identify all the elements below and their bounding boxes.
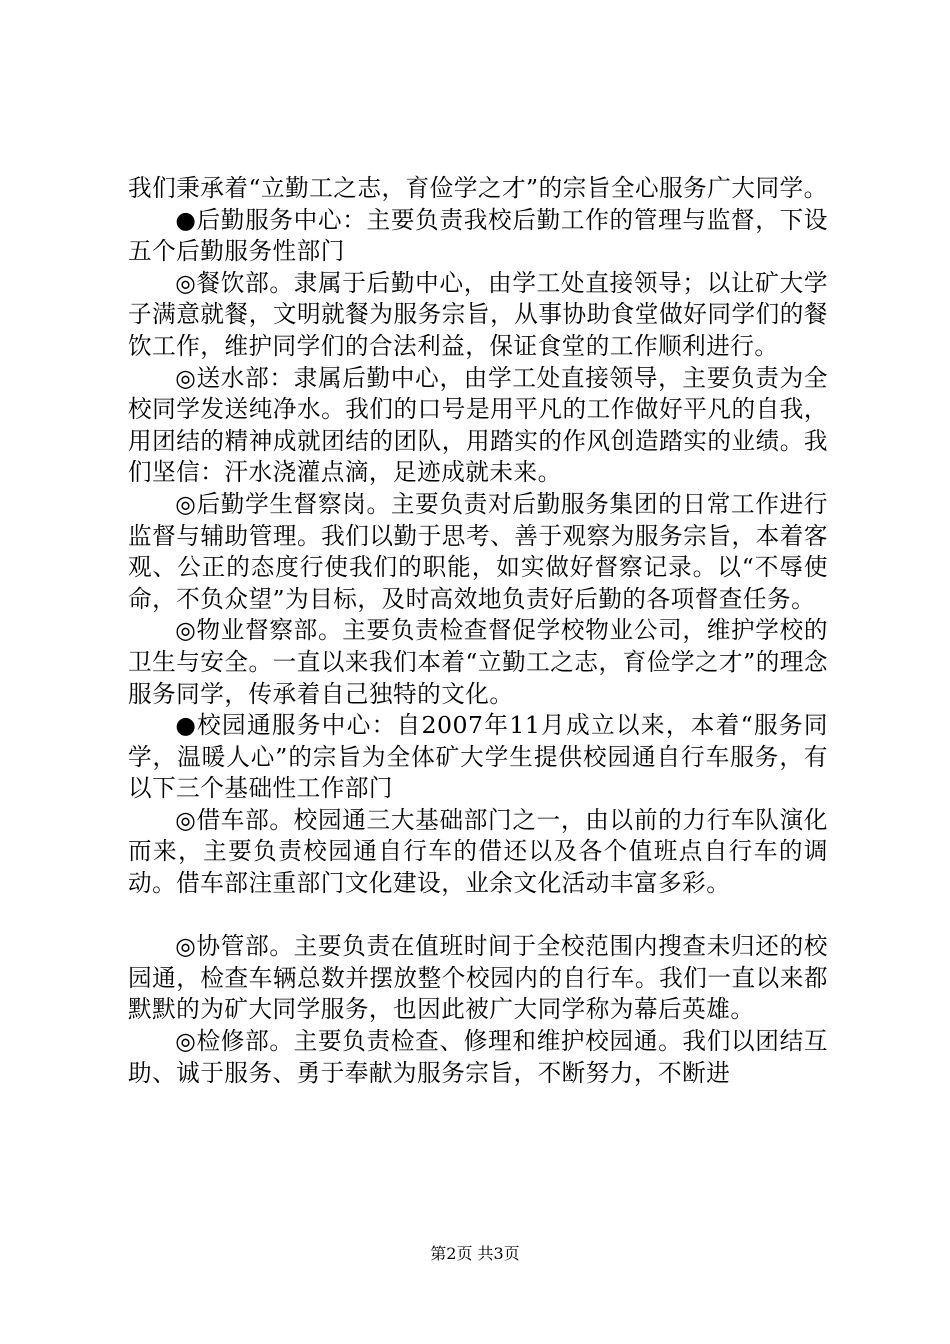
paragraph-intro-continued: 我们秉承着“立勤工之志，育俭学之才”的宗旨全心服务广大同学。	[128, 174, 828, 202]
paragraph-logistics-center: ●后勤服务中心：主要负责我校后勤工作的管理与监督，下设五个后勤服务性部门	[128, 205, 828, 266]
paragraph-catering-dept: ◎餐饮部。隶属于后勤中心，由学工处直接领导；以让矿大学子满意就餐，文明就餐为服务宗旨，从事协助食堂做好同学们的餐饮工作，维护同学们的合法利益，保证食堂的工作顺利进行。	[128, 268, 828, 360]
paragraph-campus-bike-center: ●校园通服务中心：自2007年11月成立以来，本着“服务同学，温暖人心”的宗旨为全体矿大学生提供校园通自行车服务，有以下三个基础性工作部门	[128, 711, 828, 803]
paragraph-student-inspection-post: ◎后勤学生督察岗。主要负责对后勤服务集团的日常工作进行监督与辅助管理。我们以勤于思考、善于观察为服务宗旨，本着客观、公正的态度行使我们的职能，如实做好督察记录。以“不辱使命，不负众望”为目标，及时高效地负责好后勤的各项督查任务。	[128, 489, 828, 613]
paragraph-repair-dept: ◎检修部。主要负责检查、修理和维护校园通。我们以团结互助、诚于服务、勇于奉献为服务宗旨，不断努力，不断进	[128, 1027, 828, 1087]
paragraph-water-delivery-dept: ◎送水部：隶属后勤中心，由学工处直接领导，主要负责为全校同学发送纯净水。我们的口号是用平凡的工作做好平凡的自我，用团结的精神成就团结的团队，用踏实的作风创造踏实的业绩。我们坚信：汗水浇灌点滴，足迹成就未来。	[128, 363, 828, 487]
paragraph-bike-lending-dept: ◎借车部。校园通三大基础部门之一，由以前的力行车队演化而来，主要负责校园通自行车的借还以及各个值班点自行车的调动。借车部注重部门文化建设，业余文化活动丰富多彩。	[128, 805, 828, 898]
page-footer: 第2页 共3页	[430, 1244, 520, 1263]
document-body	[128, 173, 828, 1089]
paragraph-coordination-dept: ◎协管部。主要负责在值班时间于全校范围内搜查未归还的校园通，检查车辆总数并摆放整个校园内的自行车。我们一直以来都默默的为矿大同学服务，也因此被广大同学称为幕后英雄。	[128, 932, 828, 1024]
paragraph-property-inspection-dept: ◎物业督察部。主要负责检查督促学校物业公司，维护学校的卫生与安全。一直以来我们本着“立勤工之志，育俭学之才”的理念服务同学，传承着自己独特的文化。	[128, 616, 828, 708]
